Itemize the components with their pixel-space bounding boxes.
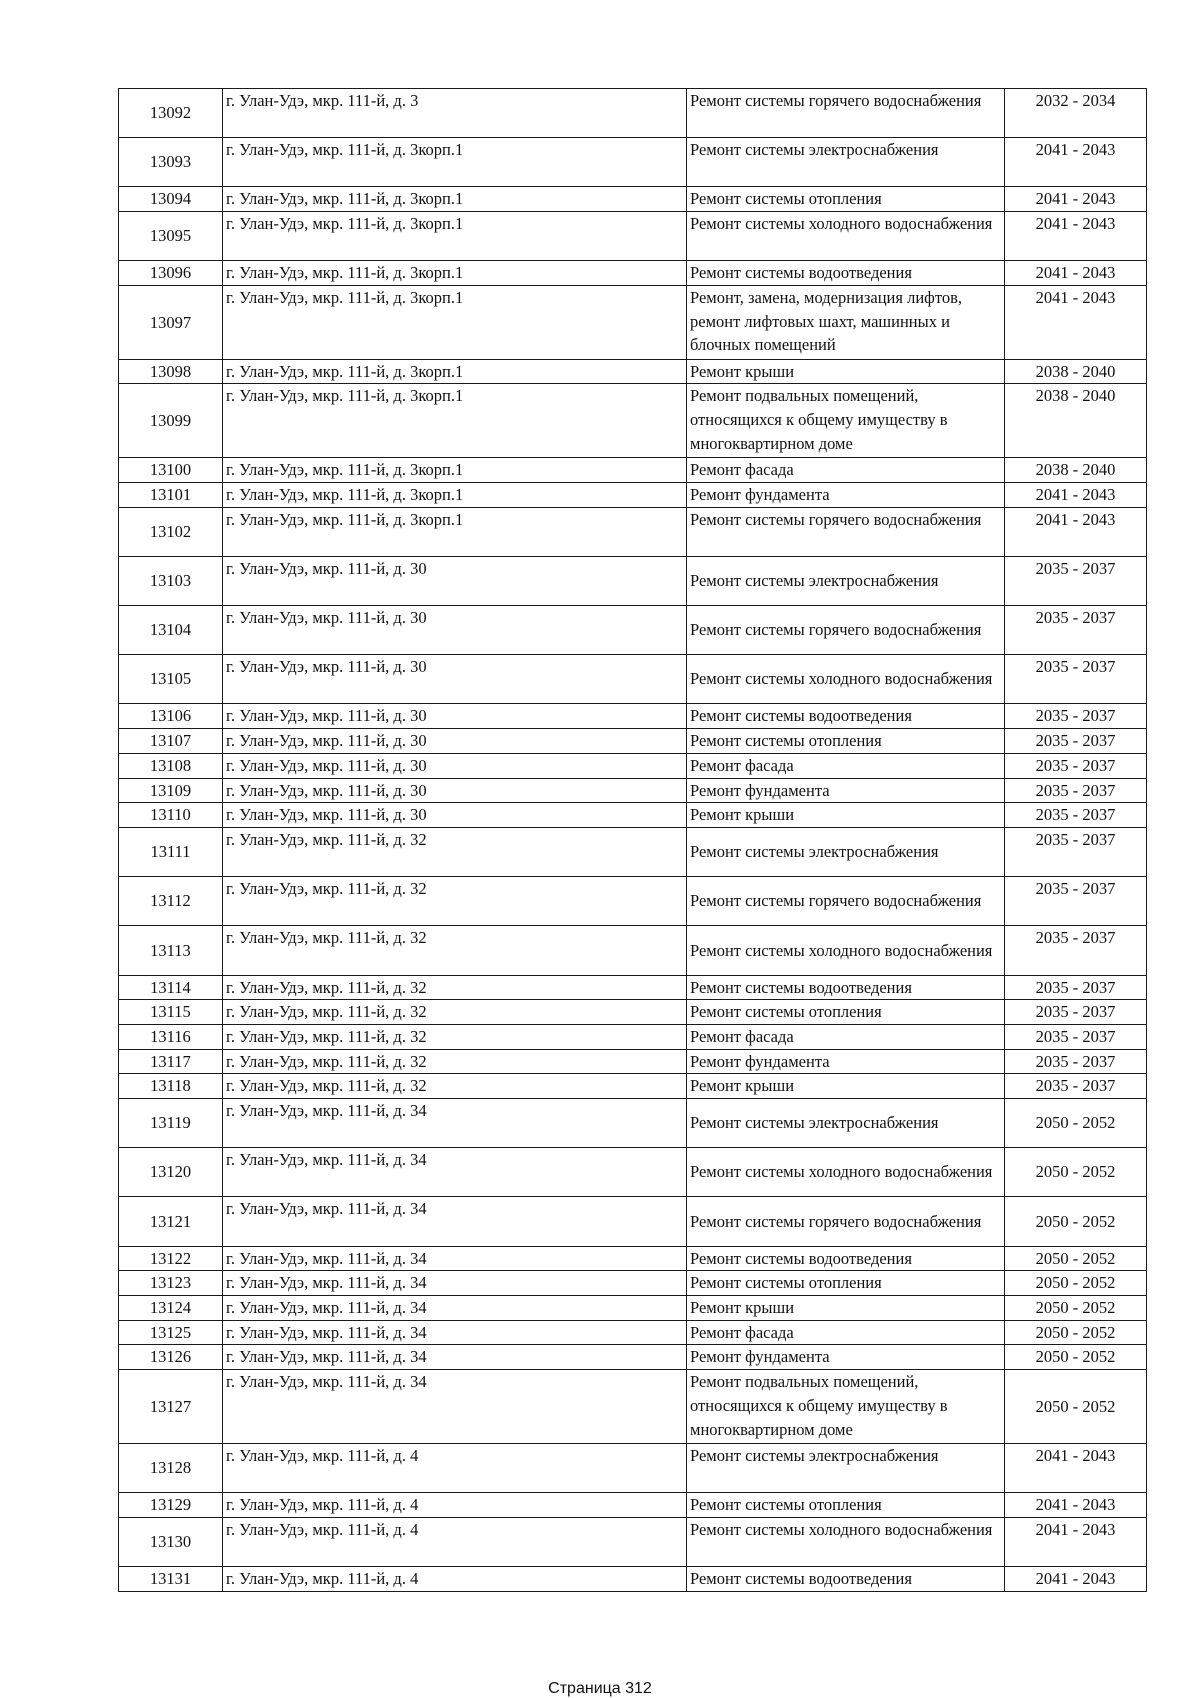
row-work-type: Ремонт системы электроснабжения: [687, 1099, 1005, 1148]
row-address: г. Улан-Удэ, мкр. 111-й, д. 34: [223, 1295, 687, 1320]
row-address: г. Улан-Удэ, мкр. 111-й, д. 30: [223, 778, 687, 803]
row-number: 13122: [119, 1246, 223, 1271]
table-row: [119, 1370, 1147, 1444]
table-row: [119, 803, 1147, 828]
row-number: 13118: [119, 1074, 223, 1099]
row-work-type: Ремонт системы отопления: [687, 1000, 1005, 1025]
table-row: [119, 1493, 1147, 1518]
row-address: г. Улан-Удэ, мкр. 111-й, д. 3корп.1: [223, 482, 687, 507]
row-years: 2050 - 2052: [1005, 1320, 1147, 1345]
row-years: 2035 - 2037: [1005, 975, 1147, 1000]
row-work-type: Ремонт подвальных помещений, относящихся к общему имуществу в многоквартирном доме: [687, 1370, 1005, 1444]
row-years: 2041 - 2043: [1005, 261, 1147, 286]
table-row: [119, 1246, 1147, 1271]
row-years: 2035 - 2037: [1005, 803, 1147, 828]
row-years: 2035 - 2037: [1005, 778, 1147, 803]
row-work-type: Ремонт крыши: [687, 1295, 1005, 1320]
row-years: 2038 - 2040: [1005, 384, 1147, 458]
table-row: [119, 458, 1147, 483]
table-row: [119, 261, 1147, 286]
page-number: Страница 312: [548, 1680, 652, 1697]
row-years: 2041 - 2043: [1005, 1493, 1147, 1518]
row-number: 13123: [119, 1271, 223, 1296]
row-address: г. Улан-Удэ, мкр. 111-й, д. 32: [223, 1000, 687, 1025]
row-work-type: Ремонт системы отопления: [687, 187, 1005, 212]
row-address: г. Улан-Удэ, мкр. 111-й, д. 32: [223, 975, 687, 1000]
row-number: 13111: [119, 827, 223, 876]
row-work-type: Ремонт системы водоотведения: [687, 1246, 1005, 1271]
row-years: 2041 - 2043: [1005, 212, 1147, 261]
row-years: 2050 - 2052: [1005, 1148, 1147, 1197]
row-work-type: Ремонт фасада: [687, 1024, 1005, 1049]
row-work-type: Ремонт системы водоотведения: [687, 704, 1005, 729]
table-row: [119, 1148, 1147, 1197]
row-number: 13100: [119, 458, 223, 483]
row-number: 13101: [119, 482, 223, 507]
row-address: г. Улан-Удэ, мкр. 111-й, д. 30: [223, 753, 687, 778]
table-row: [119, 1197, 1147, 1246]
row-work-type: Ремонт системы холодного водоснабжения: [687, 212, 1005, 261]
row-work-type: Ремонт, замена, модернизация лифтов, ремонт лифтовых шахт, машинных и блочных помещений: [687, 285, 1005, 359]
row-work-type: Ремонт системы электроснабжения: [687, 138, 1005, 187]
row-address: г. Улан-Удэ, мкр. 111-й, д. 30: [223, 606, 687, 655]
row-work-type: Ремонт крыши: [687, 359, 1005, 384]
row-address: г. Улан-Удэ, мкр. 111-й, д. 34: [223, 1370, 687, 1444]
row-number: 13105: [119, 655, 223, 704]
row-address: г. Улан-Удэ, мкр. 111-й, д. 3корп.1: [223, 261, 687, 286]
row-work-type: Ремонт системы электроснабжения: [687, 556, 1005, 605]
row-work-type: Ремонт крыши: [687, 803, 1005, 828]
row-number: 13126: [119, 1345, 223, 1370]
row-work-type: Ремонт крыши: [687, 1074, 1005, 1099]
row-work-type: Ремонт системы горячего водоснабжения: [687, 606, 1005, 655]
table-row: [119, 1000, 1147, 1025]
row-address: г. Улан-Удэ, мкр. 111-й, д. 34: [223, 1271, 687, 1296]
row-years: 2041 - 2043: [1005, 138, 1147, 187]
row-address: г. Улан-Удэ, мкр. 111-й, д. 30: [223, 803, 687, 828]
row-years: 2035 - 2037: [1005, 1000, 1147, 1025]
row-number: 13114: [119, 975, 223, 1000]
row-address: г. Улан-Удэ, мкр. 111-й, д. 34: [223, 1320, 687, 1345]
row-years: 2050 - 2052: [1005, 1099, 1147, 1148]
row-address: г. Улан-Удэ, мкр. 111-й, д. 3корп.1: [223, 187, 687, 212]
row-years: 2035 - 2037: [1005, 926, 1147, 975]
row-address: г. Улан-Удэ, мкр. 111-й, д. 4: [223, 1566, 687, 1591]
table-row: [119, 1074, 1147, 1099]
row-work-type: Ремонт системы горячего водоснабжения: [687, 507, 1005, 556]
row-work-type: Ремонт системы водоотведения: [687, 1566, 1005, 1591]
row-address: г. Улан-Удэ, мкр. 111-й, д. 3корп.1: [223, 285, 687, 359]
row-number: 13106: [119, 704, 223, 729]
row-years: 2038 - 2040: [1005, 359, 1147, 384]
row-work-type: Ремонт фундамента: [687, 1049, 1005, 1074]
table-row: [119, 704, 1147, 729]
row-years: 2041 - 2043: [1005, 285, 1147, 359]
table-row: [119, 1345, 1147, 1370]
row-number: 13116: [119, 1024, 223, 1049]
row-years: 2050 - 2052: [1005, 1295, 1147, 1320]
row-number: 13102: [119, 507, 223, 556]
row-years: 2035 - 2037: [1005, 1074, 1147, 1099]
row-work-type: Ремонт фундамента: [687, 482, 1005, 507]
row-work-type: Ремонт системы водоотведения: [687, 261, 1005, 286]
row-number: 13131: [119, 1566, 223, 1591]
row-number: 13117: [119, 1049, 223, 1074]
row-number: 13109: [119, 778, 223, 803]
row-work-type: Ремонт системы электроснабжения: [687, 1443, 1005, 1492]
row-address: г. Улан-Удэ, мкр. 111-й, д. 3корп.1: [223, 212, 687, 261]
row-work-type: Ремонт системы отопления: [687, 729, 1005, 754]
row-number: 13103: [119, 556, 223, 605]
row-address: г. Улан-Удэ, мкр. 111-й, д. 30: [223, 655, 687, 704]
row-work-type: Ремонт системы водоотведения: [687, 975, 1005, 1000]
row-years: 2035 - 2037: [1005, 556, 1147, 605]
row-address: г. Улан-Удэ, мкр. 111-й, д. 34: [223, 1197, 687, 1246]
row-address: г. Улан-Удэ, мкр. 111-й, д. 34: [223, 1246, 687, 1271]
row-work-type: Ремонт фасада: [687, 1320, 1005, 1345]
table-row: [119, 1320, 1147, 1345]
row-number: 13119: [119, 1099, 223, 1148]
table-row: [119, 753, 1147, 778]
row-years: 2035 - 2037: [1005, 1024, 1147, 1049]
row-address: г. Улан-Удэ, мкр. 111-й, д. 34: [223, 1099, 687, 1148]
row-years: 2035 - 2037: [1005, 827, 1147, 876]
row-years: 2035 - 2037: [1005, 606, 1147, 655]
row-work-type: Ремонт фундамента: [687, 778, 1005, 803]
row-years: 2041 - 2043: [1005, 1566, 1147, 1591]
table-row: [119, 359, 1147, 384]
row-years: 2041 - 2043: [1005, 187, 1147, 212]
row-number: 13112: [119, 877, 223, 926]
row-number: 13110: [119, 803, 223, 828]
row-address: г. Улан-Удэ, мкр. 111-й, д. 3корп.1: [223, 458, 687, 483]
row-years: 2050 - 2052: [1005, 1197, 1147, 1246]
row-number: 13095: [119, 212, 223, 261]
table-row: [119, 827, 1147, 876]
table-row: [119, 1566, 1147, 1591]
row-work-type: Ремонт системы холодного водоснабжения: [687, 926, 1005, 975]
table-row: [119, 1443, 1147, 1492]
row-number: 13124: [119, 1295, 223, 1320]
row-number: 13113: [119, 926, 223, 975]
table-row: [119, 877, 1147, 926]
row-address: г. Улан-Удэ, мкр. 111-й, д. 32: [223, 1024, 687, 1049]
row-address: г. Улан-Удэ, мкр. 111-й, д. 30: [223, 729, 687, 754]
row-number: 13121: [119, 1197, 223, 1246]
row-years: 2041 - 2043: [1005, 482, 1147, 507]
table-row: [119, 1099, 1147, 1148]
row-address: г. Улан-Удэ, мкр. 111-й, д. 32: [223, 926, 687, 975]
row-years: 2035 - 2037: [1005, 1049, 1147, 1074]
table-row: [119, 482, 1147, 507]
row-work-type: Ремонт фундамента: [687, 1345, 1005, 1370]
row-number: 13129: [119, 1493, 223, 1518]
row-number: 13096: [119, 261, 223, 286]
row-number: 13108: [119, 753, 223, 778]
row-work-type: Ремонт системы отопления: [687, 1271, 1005, 1296]
row-work-type: Ремонт системы холодного водоснабжения: [687, 1517, 1005, 1566]
row-work-type: Ремонт системы горячего водоснабжения: [687, 89, 1005, 138]
row-address: г. Улан-Удэ, мкр. 111-й, д. 32: [223, 827, 687, 876]
table-row: [119, 138, 1147, 187]
row-years: 2050 - 2052: [1005, 1271, 1147, 1296]
row-address: г. Улан-Удэ, мкр. 111-й, д. 3: [223, 89, 687, 138]
table-row: [119, 655, 1147, 704]
table-row: [119, 729, 1147, 754]
row-years: 2035 - 2037: [1005, 704, 1147, 729]
row-years: 2050 - 2052: [1005, 1345, 1147, 1370]
row-years: 2035 - 2037: [1005, 877, 1147, 926]
row-work-type: Ремонт системы горячего водоснабжения: [687, 1197, 1005, 1246]
row-years: 2041 - 2043: [1005, 1443, 1147, 1492]
row-number: 13128: [119, 1443, 223, 1492]
table-row: [119, 285, 1147, 359]
row-address: г. Улан-Удэ, мкр. 111-й, д. 4: [223, 1493, 687, 1518]
row-years: 2050 - 2052: [1005, 1370, 1147, 1444]
table-row: [119, 212, 1147, 261]
row-number: 13104: [119, 606, 223, 655]
row-address: г. Улан-Удэ, мкр. 111-й, д. 30: [223, 704, 687, 729]
row-years: 2041 - 2043: [1005, 507, 1147, 556]
row-number: 13094: [119, 187, 223, 212]
row-work-type: Ремонт системы отопления: [687, 1493, 1005, 1518]
row-number: 13127: [119, 1370, 223, 1444]
table-row: [119, 926, 1147, 975]
table-row: [119, 1295, 1147, 1320]
table-row: [119, 384, 1147, 458]
row-address: г. Улан-Удэ, мкр. 111-й, д. 30: [223, 556, 687, 605]
table-row: [119, 89, 1147, 138]
row-number: 13115: [119, 1000, 223, 1025]
row-work-type: Ремонт фасада: [687, 458, 1005, 483]
row-number: 13125: [119, 1320, 223, 1345]
row-number: 13098: [119, 359, 223, 384]
table-row: [119, 507, 1147, 556]
row-number: 13099: [119, 384, 223, 458]
row-address: г. Улан-Удэ, мкр. 111-й, д. 32: [223, 1049, 687, 1074]
row-years: 2038 - 2040: [1005, 458, 1147, 483]
row-address: г. Улан-Удэ, мкр. 111-й, д. 34: [223, 1345, 687, 1370]
row-number: 13130: [119, 1517, 223, 1566]
row-work-type: Ремонт системы горячего водоснабжения: [687, 877, 1005, 926]
table-row: [119, 1517, 1147, 1566]
row-address: г. Улан-Удэ, мкр. 111-й, д. 32: [223, 1074, 687, 1099]
row-work-type: Ремонт подвальных помещений, относящихся к общему имуществу в многоквартирном доме: [687, 384, 1005, 458]
table-body: [119, 89, 1147, 1592]
row-address: г. Улан-Удэ, мкр. 111-й, д. 3корп.1: [223, 507, 687, 556]
table-row: [119, 778, 1147, 803]
row-address: г. Улан-Удэ, мкр. 111-й, д. 3корп.1: [223, 359, 687, 384]
row-number: 13107: [119, 729, 223, 754]
row-address: г. Улан-Удэ, мкр. 111-й, д. 3корп.1: [223, 384, 687, 458]
row-address: г. Улан-Удэ, мкр. 111-й, д. 4: [223, 1443, 687, 1492]
row-years: 2050 - 2052: [1005, 1246, 1147, 1271]
row-work-type: Ремонт системы холодного водоснабжения: [687, 655, 1005, 704]
row-number: 13097: [119, 285, 223, 359]
row-years: 2035 - 2037: [1005, 753, 1147, 778]
row-work-type: Ремонт системы электроснабжения: [687, 827, 1005, 876]
row-years: 2035 - 2037: [1005, 729, 1147, 754]
table-row: [119, 1024, 1147, 1049]
row-address: г. Улан-Удэ, мкр. 111-й, д. 34: [223, 1148, 687, 1197]
row-work-type: Ремонт фасада: [687, 753, 1005, 778]
table-row: [119, 606, 1147, 655]
row-years: 2035 - 2037: [1005, 655, 1147, 704]
work-schedule-table: [118, 88, 1147, 1592]
row-years: 2041 - 2043: [1005, 1517, 1147, 1566]
row-years: 2032 - 2034: [1005, 89, 1147, 138]
table-row: [119, 556, 1147, 605]
table-row: [119, 975, 1147, 1000]
row-number: 13093: [119, 138, 223, 187]
table-row: [119, 187, 1147, 212]
row-number: 13120: [119, 1148, 223, 1197]
row-address: г. Улан-Удэ, мкр. 111-й, д. 32: [223, 877, 687, 926]
row-address: г. Улан-Удэ, мкр. 111-й, д. 4: [223, 1517, 687, 1566]
row-work-type: Ремонт системы холодного водоснабжения: [687, 1148, 1005, 1197]
table-row: [119, 1049, 1147, 1074]
table-row: [119, 1271, 1147, 1296]
row-address: г. Улан-Удэ, мкр. 111-й, д. 3корп.1: [223, 138, 687, 187]
row-number: 13092: [119, 89, 223, 138]
